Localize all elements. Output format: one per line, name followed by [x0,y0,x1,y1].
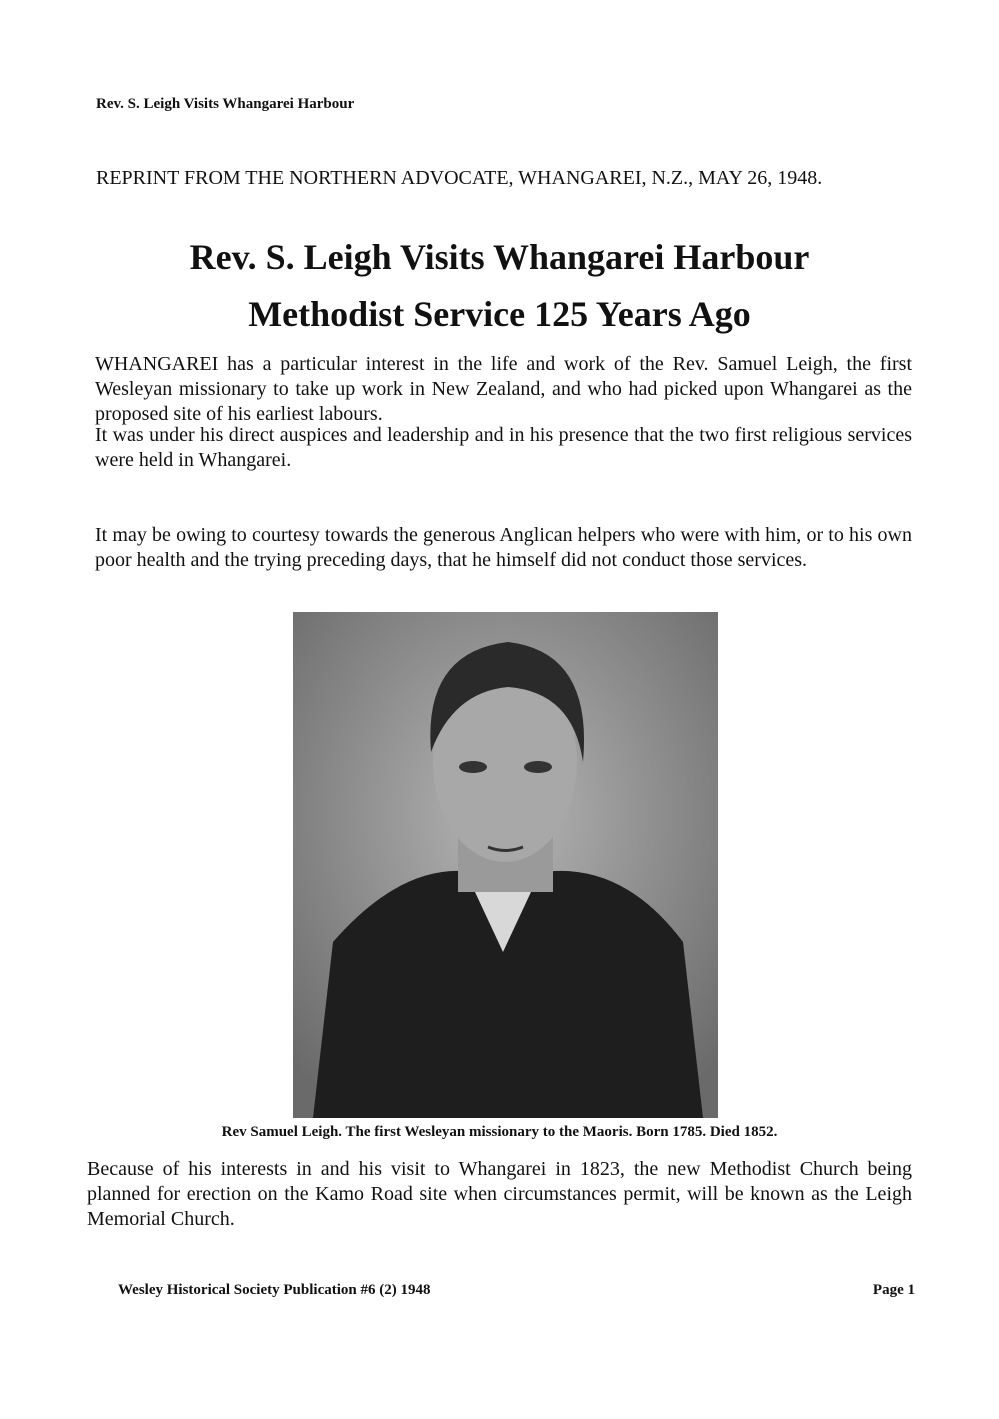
article-title: Rev. S. Leigh Visits Whangarei Harbour [189,237,810,277]
paragraph: It was under his direct auspices and leadership and in his presence that the two first religious services were held in Whangarei. [95,424,912,471]
article-subtitle: Methodist Service 125 Years Ago [248,294,751,334]
paragraph: It may be owing to courtesy towards the generous Anglican helpers who were with him, or to his own poor health and the trying preceding days, that he himself did not conduct those services. [95,524,912,571]
image-caption: Rev Samuel Leigh. The first Wesleyan missionary to the Maoris. Born 1785. Died 1852. [221,1124,778,1140]
paragraph: Because of his interests in and his visit to Whangarei in 1823, the new Methodist Church being planned for erection on the Kamo Road site when circumstances permit, will be known as the Leigh Memorial Church. [87,1158,912,1230]
paragraph: WHANGAREI has a particular interest in the life and work of the Rev. Samuel Leigh, the first Wesleyan missionary to take up work in New Zealand, and who had picked upon Whangarei as the proposed site of his earliest labours. [95,353,912,425]
portrait-image [293,612,718,1118]
running-header: Rev. S. Leigh Visits Whangarei Harbour [96,96,355,112]
footer-page-number: Page 1 [872,1282,915,1298]
footer-publication: Wesley Historical Society Publication #6 (2) 1948 [118,1282,431,1298]
reprint-line: REPRINT FROM THE NORTHERN ADVOCATE, WHANGAREI, N.Z., MAY 26, 1948. [96,167,823,189]
